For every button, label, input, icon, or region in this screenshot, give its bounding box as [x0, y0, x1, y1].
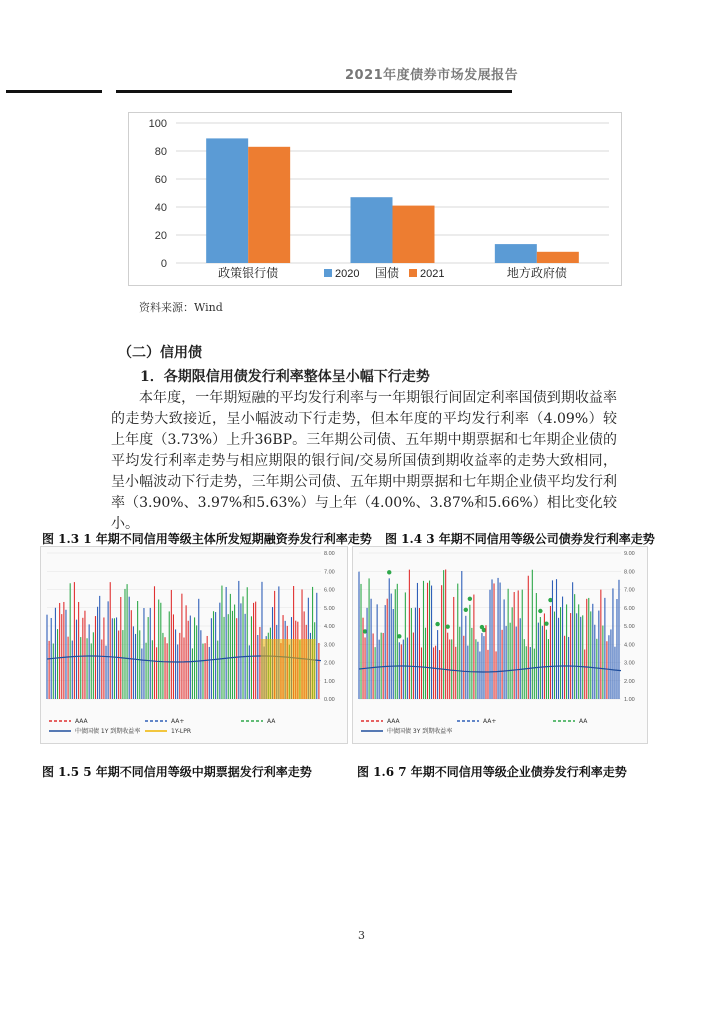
bar-2020-0 [206, 138, 248, 263]
bar-2021-1 [393, 206, 435, 263]
header-rule-right [116, 90, 512, 93]
thumb-rate-dot [468, 597, 472, 601]
thumb-legend-label: AAA [75, 718, 88, 725]
section-heading: （二）信用债 [118, 345, 202, 361]
bar-2021-2 [537, 252, 579, 263]
thumb-rate-dot [387, 570, 391, 574]
y-tick-label: 100 [148, 118, 167, 130]
thumb-lpr-band [261, 639, 316, 699]
thumb-legend-label: 1Y-LPR [171, 728, 192, 735]
thumb-y-tick: 1.00 [624, 697, 635, 703]
x-category-label: 政策银行债 [218, 266, 279, 280]
header-rule-left [6, 90, 102, 93]
figure-1-4-canvas [353, 547, 647, 743]
y-tick-label: 60 [154, 174, 167, 186]
legend-label-2021: 2021 [420, 268, 445, 280]
thumb-y-tick: 2.00 [324, 660, 335, 667]
thumb-y-tick: 7.00 [624, 587, 635, 594]
legend-swatch-2020 [324, 269, 332, 277]
figure-1-3-canvas [41, 547, 347, 743]
thumb-legend-label: AA+ [483, 718, 497, 725]
y-tick-label: 20 [154, 230, 167, 242]
body-paragraph: 本年度，一年期短融的平均发行利率与一年期银行间固定利率国债到期收益率的走势大致接近，呈小幅波动下行走势，但本年度的平均发行利率（4.09%）较上年度（3.73%）上升36BP。三年期公司债、五年期中期票据和七年期企业债的平均发行利率走势与相应期限的银行间/交易所国债到期收益率的走势大致相同，呈小幅波动下行走势，三年期公司债、五年期中期票据和七年期企业债平均发行利率（3.90%、3.97%和5.63%）与上年（4.00%、3.87%和5.66%）相比变化较小。 [111, 390, 617, 532]
sub-heading: 1．各期限信用债发行利率整体呈小幅下行走势 [140, 369, 430, 385]
thumb-y-tick: 4.00 [324, 624, 335, 630]
thumb-legend-label: 中债国债 1Y 到期收益率 [75, 728, 141, 735]
thumb-rate-dot [464, 608, 468, 612]
x-category-label: 国债 [374, 266, 400, 280]
thumb-y-tick: 8.00 [624, 569, 635, 576]
thumb-legend-label: 中债国债 3Y 到期收益率 [387, 728, 453, 735]
figure-1-3-title: 图 1.3 1 年期不同信用等级主体所发短期融资券发行利率走势 [42, 532, 372, 546]
thumb-y-tick: 8.00 [324, 551, 335, 557]
issuance-bar-chart [128, 112, 622, 286]
report-header-title: 2021年度债券市场发展报告 [345, 68, 519, 83]
y-tick-label: 40 [154, 202, 167, 214]
thumb-y-tick: 3.00 [624, 660, 635, 667]
thumb-y-tick: 7.00 [324, 569, 335, 576]
chart-source: 资料来源：Wind [139, 301, 223, 314]
thumb-legend-label: AAA [387, 718, 400, 725]
bar-2020-1 [351, 197, 393, 263]
bar-2021-0 [248, 147, 290, 263]
thumb-y-tick: 4.00 [624, 642, 635, 649]
figure-1-6-title: 图 1.6 7 年期不同信用等级企业债券发行利率走势 [357, 765, 627, 779]
thumb-y-tick: 5.00 [624, 624, 635, 630]
figure-1-4-chart [352, 546, 648, 744]
thumb-rate-dot [445, 624, 449, 628]
thumb-y-tick: 3.00 [324, 642, 335, 649]
thumb-legend-label: AA [267, 718, 276, 725]
figure-1-3-chart [40, 546, 348, 744]
y-tick-label: 80 [154, 146, 167, 158]
thumb-y-tick: 5.00 [324, 605, 335, 612]
thumb-rate-dot [544, 621, 548, 625]
thumb-y-tick: 6.00 [624, 605, 635, 612]
thumb-legend-label: AA [579, 718, 588, 725]
page-number: 3 [358, 929, 365, 942]
thumb-rate-dot [397, 634, 401, 638]
thumb-rate-dot [435, 622, 439, 626]
thumb-y-tick: 1.00 [324, 678, 335, 685]
legend-swatch-2021 [409, 269, 417, 277]
figure-1-4-title: 图 1.4 3 年期不同信用等级公司债券发行利率走势 [385, 532, 655, 546]
bar-2020-2 [495, 244, 537, 263]
thumb-rate-dot [538, 609, 542, 613]
x-category-label: 地方政府债 [506, 266, 567, 280]
thumb-y-tick: 9.00 [624, 551, 635, 557]
bar-chart-canvas [129, 113, 621, 285]
legend-label-2020: 2020 [335, 268, 360, 280]
y-tick-label: 0 [160, 258, 167, 270]
thumb-legend-label: AA+ [171, 718, 185, 725]
thumb-y-tick: 2.00 [624, 678, 635, 685]
thumb-y-tick: 0.00 [324, 697, 335, 703]
figure-1-5-title: 图 1.5 5 年期不同信用等级中期票据发行利率走势 [42, 765, 312, 779]
thumb-y-tick: 6.00 [324, 587, 335, 594]
